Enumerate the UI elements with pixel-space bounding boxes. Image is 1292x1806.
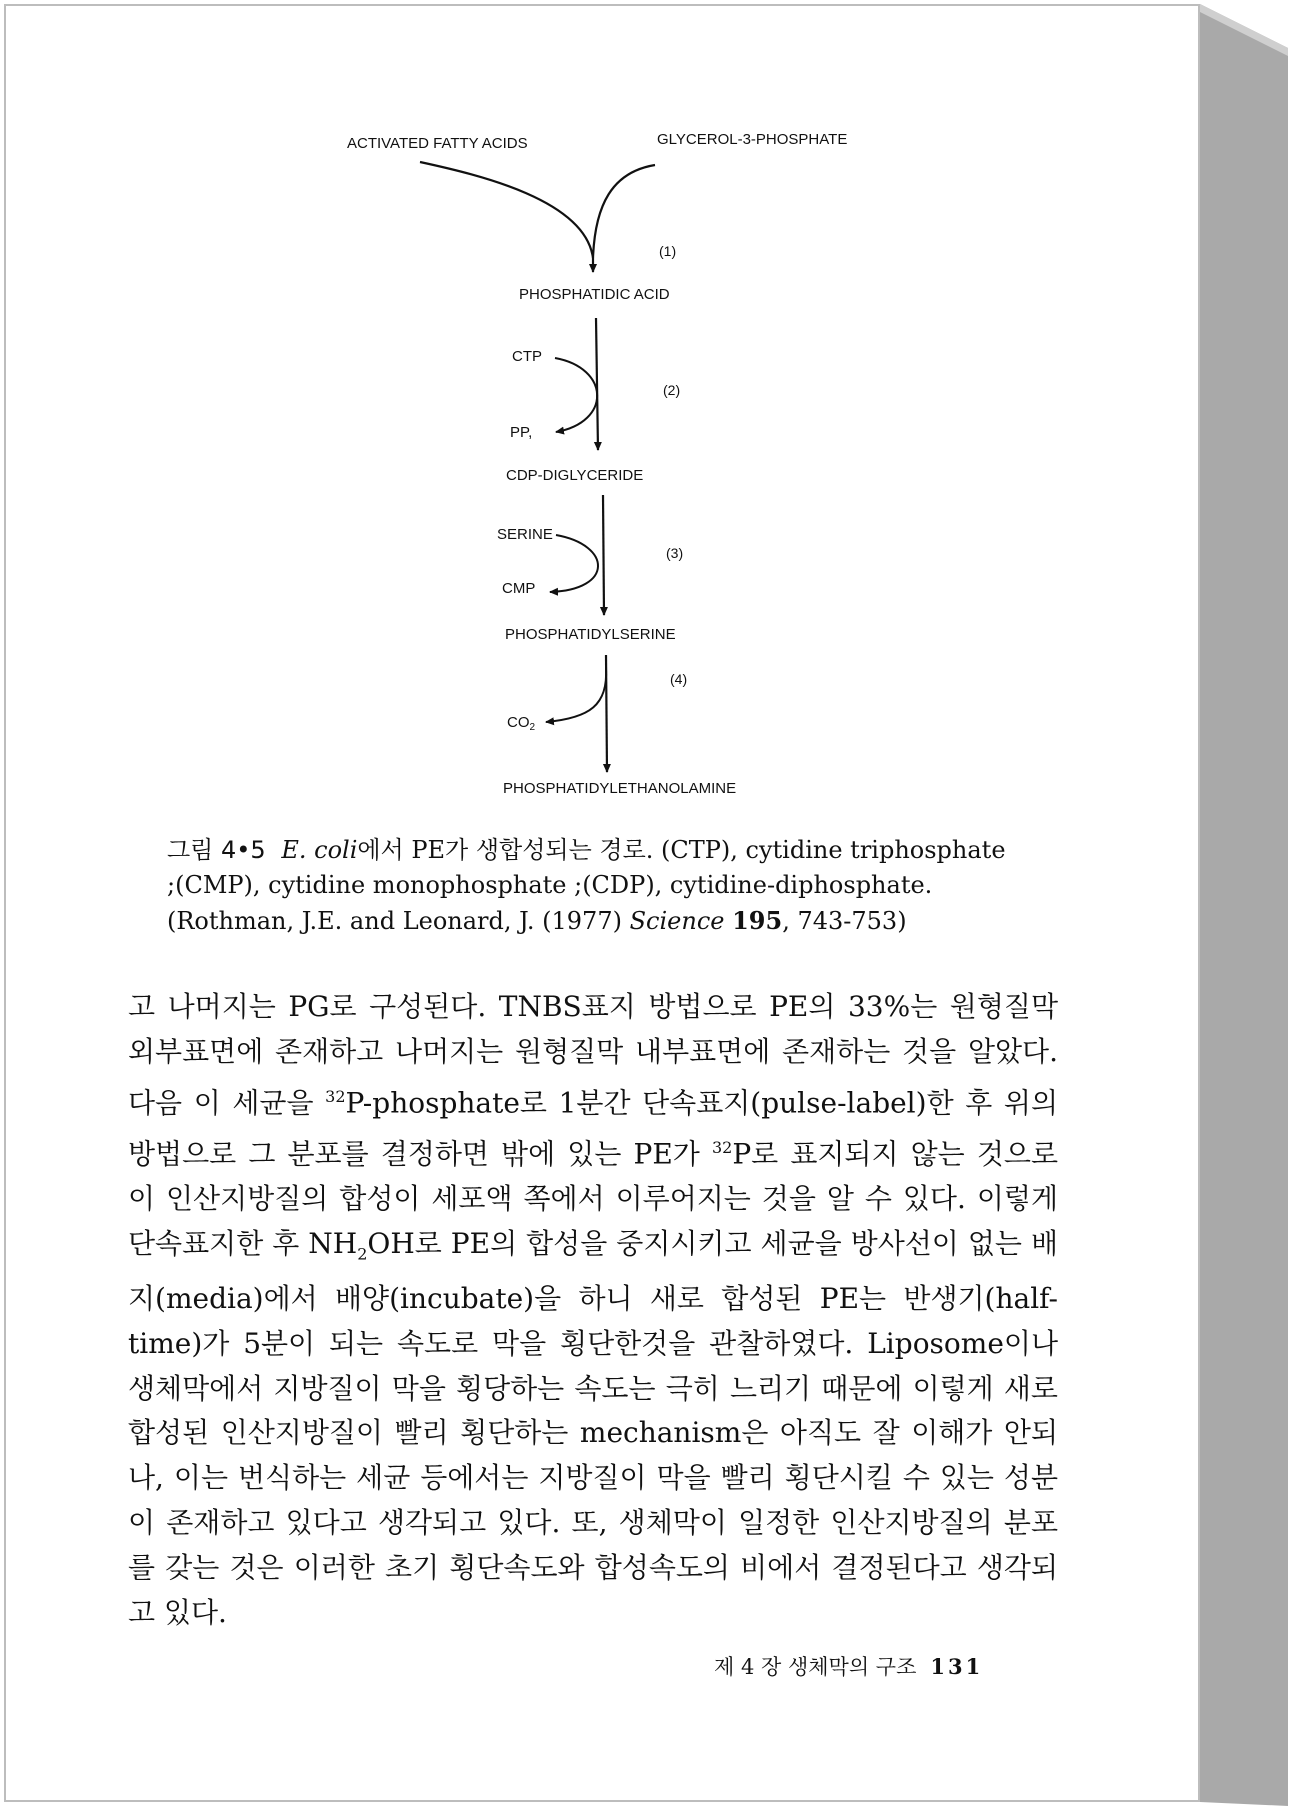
node-phosphatidic-acid: PHOSPHATIDIC ACID <box>519 286 670 303</box>
body-paragraph <box>128 985 1058 1635</box>
body-text-3: P로 표지되지 않는 것으로 이 인산지방질의 합성이 세포액 쪽에서 이루어지는 것을 알 수 있다. 이렇게 단속표지한 후 NH <box>128 1137 1058 1260</box>
ctp-to-pp-curve <box>555 358 597 432</box>
side-serine: SERINE <box>497 526 553 543</box>
body-sup-1: 32 <box>325 1086 346 1106</box>
node-activated-fatty-acids: ACTIVATED FATTY ACIDS <box>347 135 528 152</box>
arrow-step-2 <box>596 318 598 450</box>
side-co2: $CO_2$ <box>507 714 536 733</box>
caption-text: 에서 PE가 생합성되는 경로. (CTP), cytidine triphosphate ;(CMP), cytidine monophosphate ;(CDP), cytidine-diphosphate. (Rothman, J.E. and Leonard, J. (1977) <box>167 836 1006 935</box>
serine-to-cmp-curve <box>550 535 598 592</box>
step-4-label: (4) <box>670 671 688 687</box>
side-pp: PP, <box>510 424 533 441</box>
caption-label: 그림 4•5 <box>167 836 266 864</box>
step-2-label: (2) <box>663 382 681 398</box>
arrow-fatty-acids <box>420 162 593 258</box>
figure-caption <box>167 833 1017 939</box>
node-phosphatidylethanolamine: PHOSPHATIDYLETHANOLAMINE <box>503 780 737 797</box>
node-phosphatidylserine: PHOSPHATIDYLSERINE <box>505 626 676 643</box>
body-sub-1: 2 <box>357 1244 368 1264</box>
co2-release-curve <box>546 668 606 722</box>
arrow-step-3 <box>603 495 604 615</box>
footer-chapter: 제 4 장 생체막의 구조 <box>714 1655 917 1679</box>
step-3-label: (3) <box>666 545 684 561</box>
body-sup-2: 32 <box>711 1137 733 1157</box>
body-text-2: P-phosphate로 1분간 단속표지(pulse-label)한 후 위의 방법으로 그 분포를 결정하면 밖에 있는 PE가 <box>128 1085 1058 1171</box>
body-text-4: OH로 PE의 합성을 중지시키고 세균을 방사선이 없는 배지(media)에서 배양(incubate)을 하니 새로 합성된 PE는 반생기(half-time)가 5분이 되는 속도로 막을 횡단한것을 관찰하였다. Liposome이나 생체막에서 지방질이 막을 횡당하는 속도는 극히 느리기 때문에 이렇게 새로 합성된 인산지방질이 빨리 횡단하는 mechanism은 아직도 잘 이해가 안되나, 이는 번식하는 세균 등에서는 지방질이 막을 빨리 횡단시킬 수 있는 성분이 존재하고 있다고 생각되고 있다. 또, 생체막이 일정한 인산지방질의 분포를 갖는 것은 이러한 초기 횡단속도와 합성속도의 비에서 결정된다고 생각되고 있다. <box>128 1226 1058 1629</box>
caption-journal: Science <box>629 907 725 935</box>
page-footer <box>714 1651 983 1681</box>
pe-biosynthesis-diagram <box>0 0 1292 820</box>
arrow-glycerol <box>593 165 655 258</box>
node-glycerol-3-phosphate: GLYCEROL-3-PHOSPHATE <box>657 131 848 148</box>
side-ctp: CTP <box>512 348 542 365</box>
side-cmp: CMP <box>502 580 536 597</box>
body-text-1: 고 나머지는 PG로 구성된다. TNBS표지 방법으로 PE의 33%는 원형질막 외부표면에 존재하고 나머지는 원형질막 내부표면에 존재하는 것을 알았다. 다음 이 세균을 <box>128 990 1058 1119</box>
caption-species: E. coli <box>281 836 358 864</box>
caption-volume: 195 <box>732 906 783 935</box>
page-number: 131 <box>930 1654 984 1679</box>
node-cdp-diglyceride: CDP-DIGLYCERIDE <box>506 467 644 484</box>
step-1-label: (1) <box>659 243 677 259</box>
caption-pages: , 743-753) <box>782 907 907 935</box>
